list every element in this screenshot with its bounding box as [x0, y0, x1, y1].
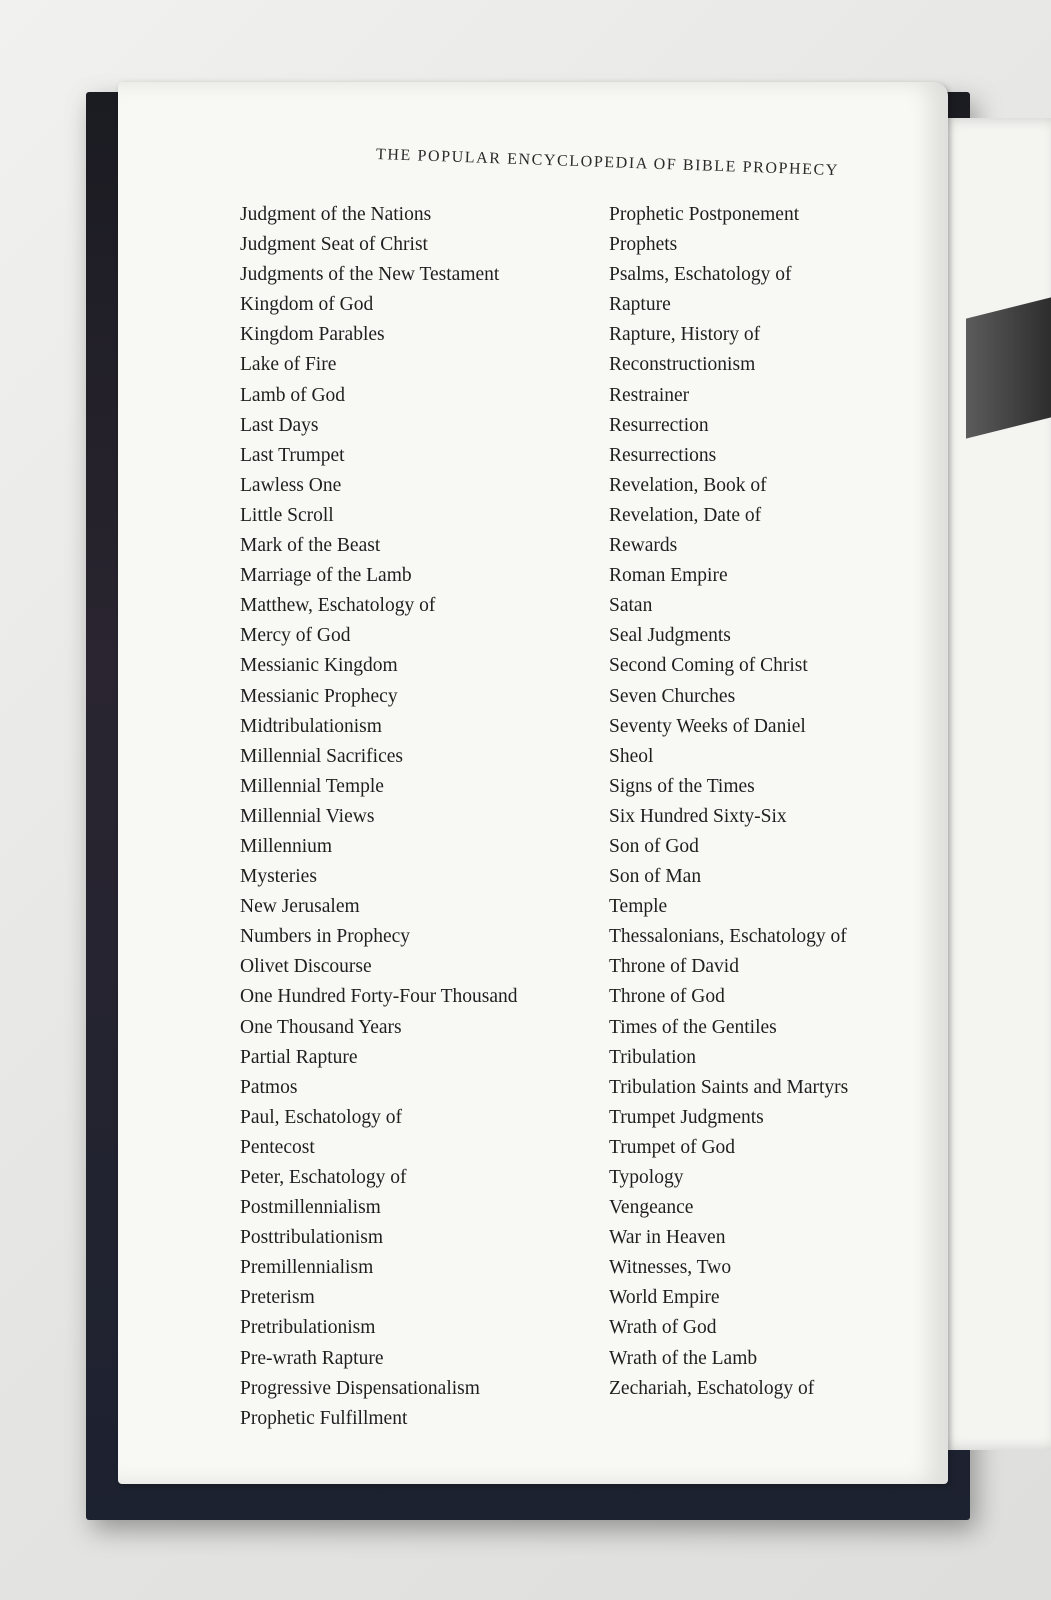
index-entry: Midtribulationism	[240, 715, 382, 737]
index-entry: Lamb of God	[240, 384, 346, 406]
index-entry: Millennial Sacrifices	[240, 745, 403, 767]
index-entry: Roman Empire	[609, 565, 728, 587]
index-entry: Six Hundred Sixty-Six	[609, 805, 787, 827]
index-entry: Revelation, Date of	[609, 504, 762, 526]
index-entry: Seal Judgments	[609, 625, 731, 647]
index-entry: Reconstructionism	[609, 354, 756, 376]
index-entry: Zechariah, Eschatology of	[609, 1377, 815, 1399]
index-entry: Pentecost	[240, 1136, 315, 1158]
index-entry: War in Heaven	[609, 1227, 726, 1249]
index-entry: Wrath of the Lamb	[609, 1347, 758, 1369]
index-entry: Kingdom Parables	[240, 324, 385, 346]
index-entry: Judgments of the New Testament	[240, 264, 500, 286]
index-entry: Preterism	[240, 1287, 315, 1309]
index-entry: Revelation, Book of	[609, 474, 767, 496]
index-entry: Lake of Fire	[240, 354, 337, 376]
index-entry: World Empire	[609, 1287, 720, 1309]
index-entry: Premillennialism	[240, 1257, 374, 1279]
index-entry: Judgment Seat of Christ	[240, 234, 428, 256]
index-entry: Last Days	[240, 414, 319, 436]
index-entry: Wrath of God	[609, 1317, 717, 1339]
index-entry: Tribulation Saints and Martyrs	[609, 1076, 849, 1098]
index-entry: Times of the Gentiles	[609, 1016, 777, 1038]
index-entry: Prophets	[609, 234, 678, 256]
index-entry: Resurrection	[609, 414, 709, 436]
index-entry: Witnesses, Two	[609, 1257, 732, 1279]
index-entry: Little Scroll	[240, 504, 334, 526]
index-entry: Matthew, Eschatology of	[240, 595, 436, 617]
right-column	[609, 200, 848, 1404]
index-entry: Millennial Temple	[240, 775, 384, 797]
index-entry: Rapture	[609, 294, 671, 316]
index-entry: Messianic Kingdom	[240, 655, 398, 677]
index-entry: New Jerusalem	[240, 896, 360, 918]
index-entry: Thessalonians, Eschatology of	[609, 926, 847, 948]
index-entry: Partial Rapture	[240, 1046, 358, 1068]
index-entry: Mercy of God	[240, 625, 351, 647]
index-entry: Marriage of the Lamb	[240, 565, 412, 587]
index-entry: Son of Man	[609, 866, 702, 888]
index-entry: Typology	[609, 1167, 684, 1188]
index-entry: One Hundred Forty-Four Thousand	[240, 986, 518, 1008]
index-entry: Tribulation	[609, 1046, 697, 1068]
index-entry: Paul, Eschatology of	[240, 1106, 402, 1128]
index-entry: Seven Churches	[609, 685, 736, 707]
facing-page-edge	[940, 118, 1051, 1450]
index-entry: Sheol	[609, 745, 654, 767]
index-entry: Millennial Views	[240, 805, 375, 827]
index-entry: Mark of the Beast	[240, 535, 381, 557]
index-entry: Pretribulationism	[240, 1317, 376, 1339]
index-entry: Vengeance	[609, 1197, 694, 1219]
book-page	[118, 82, 948, 1484]
index-entry: Posttribulationism	[240, 1227, 384, 1249]
index-entry: Last Trumpet	[240, 444, 345, 466]
index-entry: Restrainer	[609, 384, 690, 406]
index-entry: Seventy Weeks of Daniel	[609, 715, 806, 737]
index-entry: Patmos	[240, 1076, 298, 1098]
index-entry: Olivet Discourse	[240, 956, 372, 978]
index-entry: Lawless One	[240, 474, 342, 496]
index-entry: Throne of God	[609, 986, 725, 1008]
index-entry: Resurrections	[609, 444, 717, 466]
index-entry: Progressive Dispensationalism	[240, 1377, 480, 1399]
index-entry: Judgment of the Nations	[240, 204, 432, 225]
index-entry: Psalms, Eschatology of	[609, 264, 792, 286]
index-entry: Millennium	[240, 835, 333, 857]
index-entry: Temple	[609, 896, 668, 918]
running-head: THE POPULAR ENCYCLOPEDIA OF BIBLE PROPHECY	[375, 146, 840, 180]
index-entry: Kingdom of God	[240, 294, 374, 316]
index-entry: Prophetic Postponement	[609, 204, 800, 225]
index-entry: Postmillennialism	[240, 1197, 381, 1219]
index-entry: Throne of David	[609, 956, 739, 978]
left-column	[240, 200, 518, 1434]
index-entry: Second Coming of Christ	[609, 655, 808, 677]
index-entry: Rapture, History of	[609, 324, 761, 346]
index-entry: Trumpet Judgments	[609, 1106, 764, 1128]
index-entry: Prophetic Fulfillment	[240, 1407, 408, 1429]
facing-page-image	[966, 297, 1051, 438]
index-entry: Signs of the Times	[609, 775, 755, 797]
index-entry: Numbers in Prophecy	[240, 926, 411, 948]
index-entry: Messianic Prophecy	[240, 685, 398, 707]
index-entry: Son of God	[609, 835, 699, 857]
index-entry: Pre-wrath Rapture	[240, 1347, 384, 1369]
index-entry: Peter, Eschatology of	[240, 1167, 407, 1188]
index-entry: Trumpet of God	[609, 1136, 736, 1158]
index-entry: Mysteries	[240, 866, 317, 888]
index-entry: Satan	[609, 595, 653, 617]
index-entry: Rewards	[609, 535, 678, 557]
index-entry: One Thousand Years	[240, 1016, 402, 1038]
